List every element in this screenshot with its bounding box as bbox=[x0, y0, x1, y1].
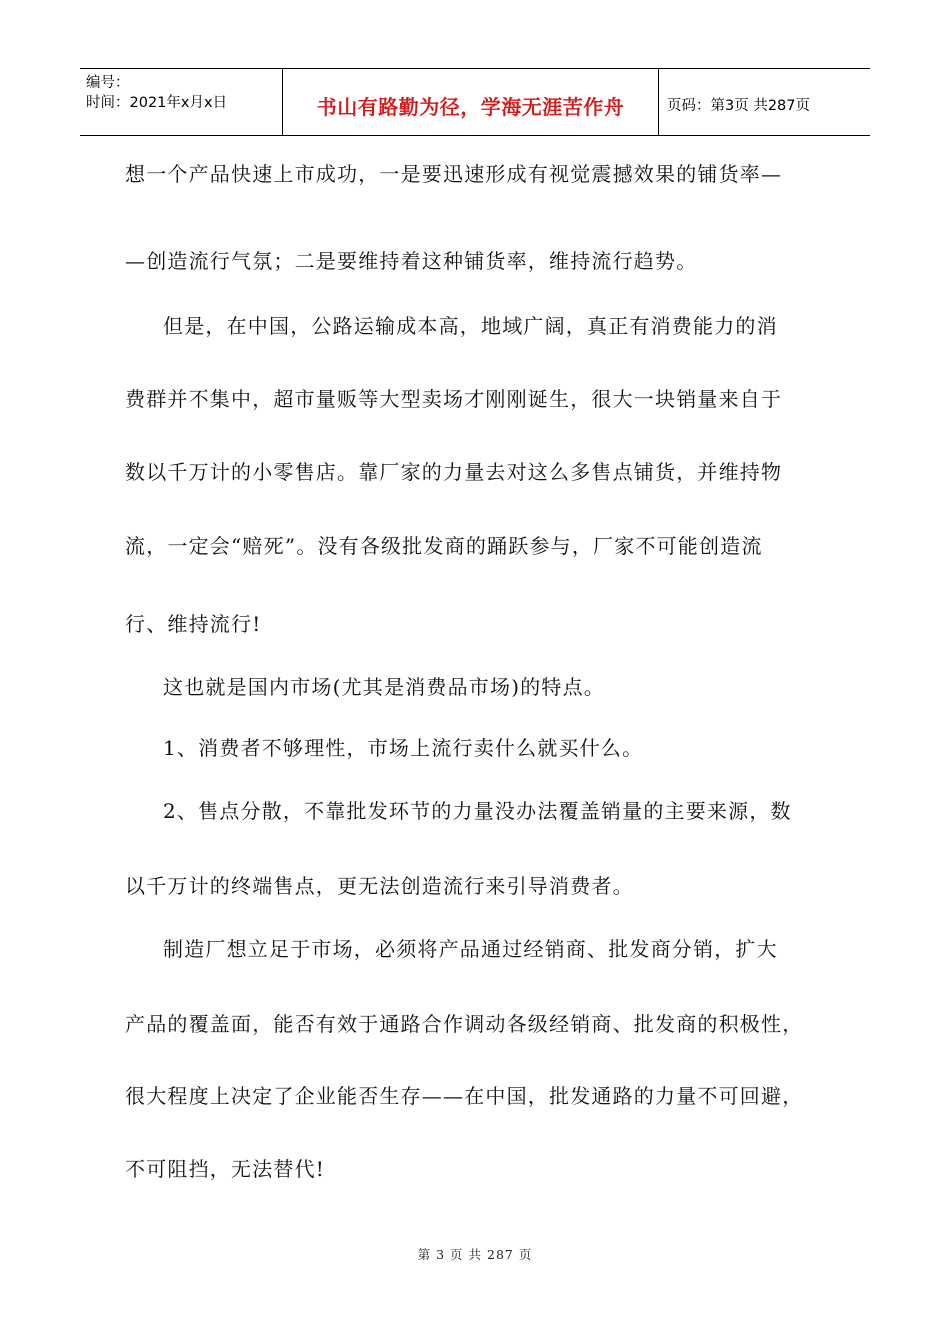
paragraph-2-line-4: 流，一定会“赔死”。没有各级批发商的踊跃参与，厂家不可能创造流 bbox=[125, 534, 763, 558]
paragraph-2-line-2: 费群并不集中，超市量贩等大型卖场才刚刚诞生，很大一块销量来自于 bbox=[125, 387, 783, 411]
paragraph-5-line-2: 以千万计的终端售点，更无法创造流行来引导消费者。 bbox=[125, 874, 634, 898]
page-footer: 第 3 页 共 287 页 bbox=[417, 1247, 533, 1262]
paragraph-6-line-4: 不可阻挡，无法替代! bbox=[125, 1157, 326, 1181]
document-number-label: 编号： bbox=[86, 75, 130, 91]
paragraph-3-line-1: 这也就是国内市场(尤其是消费品市场)的特点。 bbox=[163, 675, 606, 699]
paragraph-6-line-1: 制造厂想立足于市场，必须将产品通过经销商、批发商分销，扩大 bbox=[163, 937, 778, 961]
page-header bbox=[80, 68, 870, 136]
paragraph-2-line-1: 但是，在中国，公路运输成本高，地域广阔，真正有消费能力的消 bbox=[163, 314, 778, 338]
header-meta-cell bbox=[80, 69, 283, 135]
paragraph-1-line-1: 想一个产品快速上市成功，一是要迅速形成有视觉震撼效果的铺货率— bbox=[125, 162, 783, 186]
paragraph-6-line-3: 很大程度上决定了企业能否生存——在中国，批发通路的力量不可回避， bbox=[125, 1084, 804, 1108]
paragraph-2-line-3: 数以千万计的小零售店。靠厂家的力量去对这么多售点铺货，并维持物 bbox=[125, 460, 783, 484]
paragraph-2-line-5: 行、维持流行! bbox=[125, 612, 262, 636]
paragraph-6-line-2: 产品的覆盖面，能否有效于通路合作调动各级经销商、批发商的积极性， bbox=[125, 1012, 804, 1036]
header-motto: 书山有路勤为径，学海无涯苦作舟 bbox=[283, 69, 659, 135]
header-page-info: 页码：第3页 共287页 bbox=[667, 97, 811, 114]
paragraph-1-line-2: —创造流行气氛；二是要维持着这种铺货率，维持流行趋势。 bbox=[125, 249, 698, 273]
paragraph-5-line-1: 2、售点分散，不靠批发环节的力量没办法覆盖销量的主要来源，数 bbox=[163, 799, 792, 823]
paragraph-4-line-1: 1、消费者不够理性，市场上流行卖什么就买什么。 bbox=[163, 736, 644, 760]
document-date-label: 时间：2021年x月x日 bbox=[86, 95, 228, 111]
